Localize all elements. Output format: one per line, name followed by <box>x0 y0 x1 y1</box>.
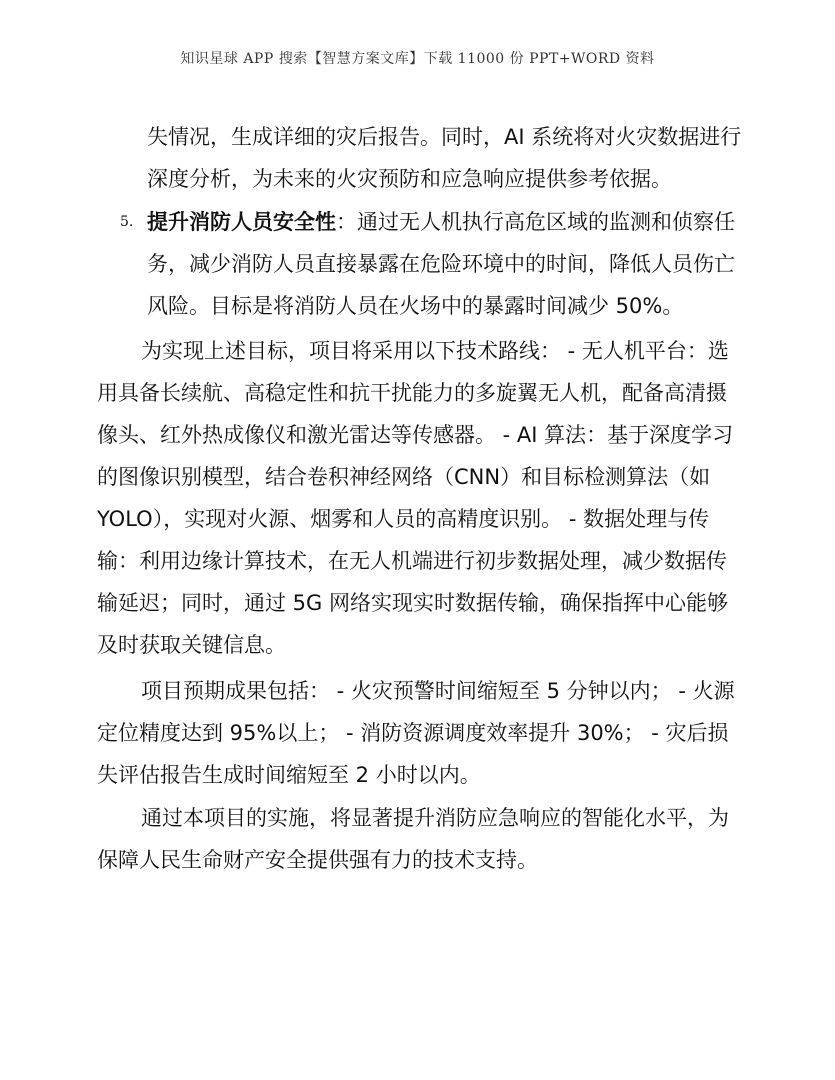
paragraph-conclusion: 通过本项目的实施，将显著提升消防应急响应的智能化水平，为保障人民生命财产安全提供强有力的技术支持。 <box>97 806 729 872</box>
list-item-text: ：通过无人机执行高危区域的监测和侦察任务，减少消防人员直接暴露在危险环境中的时间，降低人员伤亡风险。目标是将消防人员在火场中的暴露时间减少 50%。 <box>147 210 735 318</box>
list-item-body <box>147 201 747 327</box>
list-item-continuation: 失情况，生成详细的灾后报告。同时，AI 系统将对火灾数据进行深度分析，为未来的火灾预防和应急响应提供参考依据。 <box>147 125 742 191</box>
list-item-number: 5. <box>120 214 134 230</box>
list-item-title: 提升消防人员安全性 <box>147 210 336 234</box>
page-header-banner: 知识星球 APP 搜索【智慧方案文库】下载 11000 份 PPT+WORD 资料 <box>180 51 655 67</box>
list-item-5 <box>120 201 760 327</box>
paragraph-outcomes: 项目预期成果包括： - 火灾预警时间缩短至 5 分钟以内； - 火源定位精度达到 95%以上； - 消防资源调度效率提升 30%； - 灾后损失评估报告生成时间缩短至 2 小时以内。 <box>97 679 735 787</box>
paragraph-tech-route: 为实现上述目标，项目将采用以下技术路线： - 无人机平台：选用具备长续航、高稳定性和抗干扰能力的多旋翼无人机，配备高清摄像头、红外热成像仪和激光雷达等传感器。 - AI 算法：基于深度学习的图像识别模型，结合卷积神经网络（CNN）和目标检测算法（如 YOLO），实现对火源、烟雾和人员的高精度识别。 - 数据处理与传输：利用边缘计算技术，在无人机端进行初步数据处理，减少数据传输延迟；同时，通过 5G 网络实现实时数据传输，确保指挥中心能够及时获取关键信息。 <box>97 339 734 657</box>
